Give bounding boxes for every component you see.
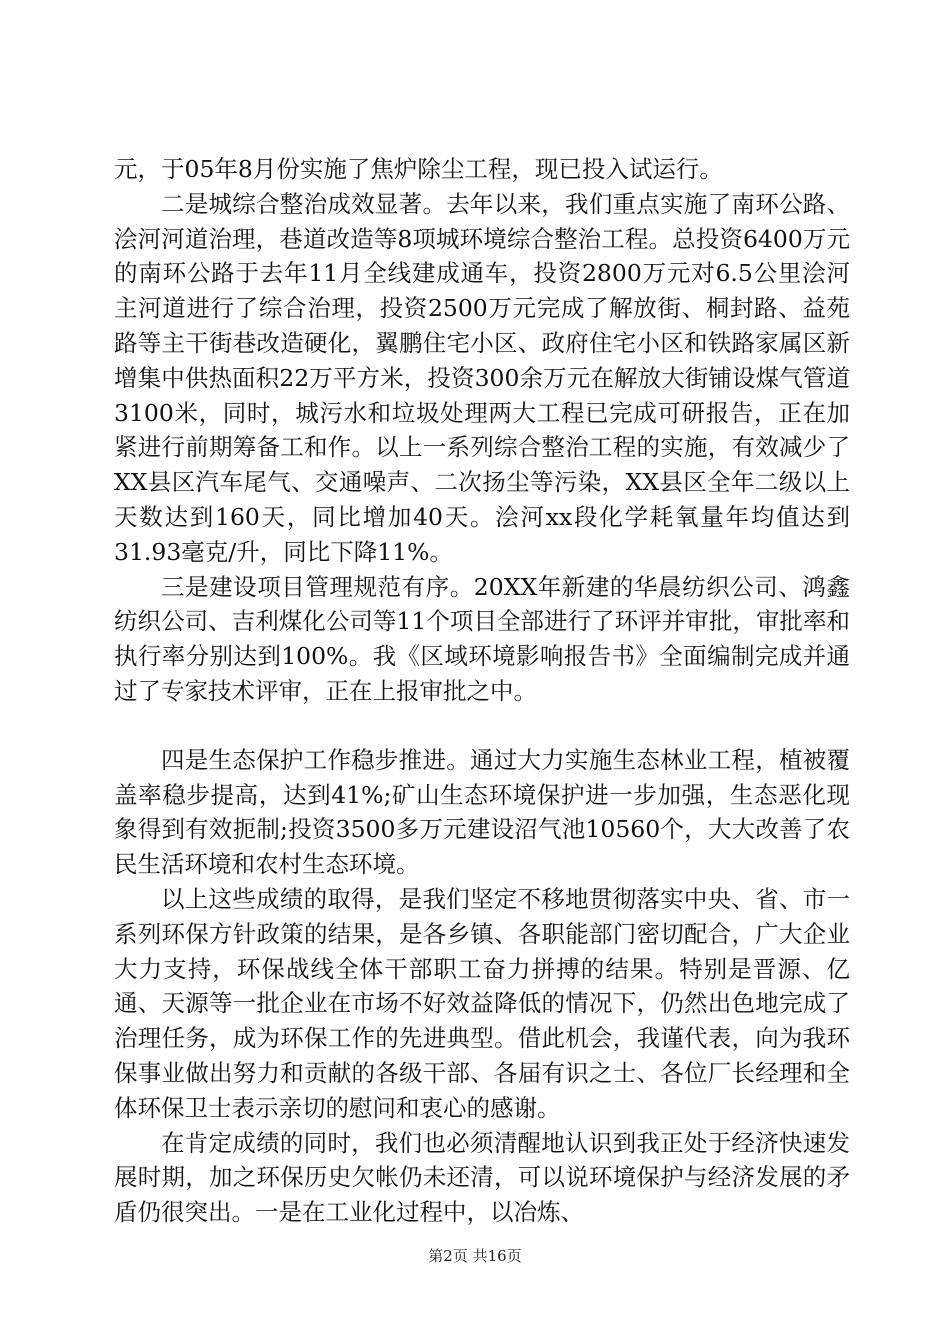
paragraph-continuation: 元，于05年8月份实施了焦炉除尘工程，现已投入试运行。 — [114, 155, 723, 183]
page-footer: 第2页 共16页 — [428, 1247, 522, 1265]
paragraph-achievements: 以上这些成绩的取得，是我们坚定不移地贯彻落实中央、省、市一系列环保方针政策的结果，是各乡镇、各职能部门密切配合，广大企业大力支持，环保战线全体干部职工奋力拼搏的结果。特别是晋源、亿通、天源等一批企业在市场不好效益降低的情况下，仍然出色地完成了治理任务，成为环保工作的先进典型。借此机会，我谨代表，向为我环保事业做出努力和贡献的各级干部、各届有识之士、各位厂长经理和全体环保卫士表示亲切的慰问和衷心的感谢。 — [114, 884, 850, 1122]
paragraph-project-management: 三是建设项目管理规范有序。20XX年新建的华晨纺织公司、鸿鑫纺织公司、吉利煤化公司等11个项目全部进行了环评并审批，审批率和执行率分别达到100%。我《区域环境影响报告书》全面编制完成并通过了专家技术评审，正在上报审批之中。 — [114, 572, 850, 705]
document-body — [114, 152, 850, 1230]
paragraph-ecological-protection: 四是生态保护工作稳步推进。通过大力实施生态林业工程，植被覆盖率稳步提高，达到41%;矿山生态环境保护进一步加强，生态恶化现象得到有效扼制;投资3500多万元建设沼气池10560个，大大改善了农民生活环境和农村生态环境。 — [114, 745, 850, 879]
paragraph-challenges: 在肯定成绩的同时，我们也必须清醒地认识到我正处于经济快速发展时期，加之环保历史欠帐仍未还清，可以说环境保护与经济发展的矛盾仍很突出。一是在工业化过程中，以冶炼、 — [114, 1128, 850, 1227]
paragraph-urban-renovation: 二是城综合整治成效显著。去年以来，我们重点实施了南环公路、浍河河道治理，巷道改造等8项城环境综合整治工程。总投资6400万元的南环公路于去年11月全线建成通车，投资2800万元对6.5公里浍河主河道进行了综合治理，投资2500万元完成了解放街、桐封路、益苑路等主干街巷改造硬化，翼鹏住宅小区、政府住宅小区和铁路家属区新增集中供热面积22万平方米，投资300余万元在解放大街铺设煤气管道3100米，同时，城污水和垃圾处理两大工程已完成可研报告，正在加紧进行前期筹备工和作。以上一系列综合整治工程的实施，有效减少了XX县区汽车尾气、交通噪声、二次扬尘等污染，XX县区全年二级以上天数达到160天，同比增加40天。浍河xx段化学耗氧量年均值达到31.93毫克/升，同比下降11%。 — [114, 189, 850, 566]
